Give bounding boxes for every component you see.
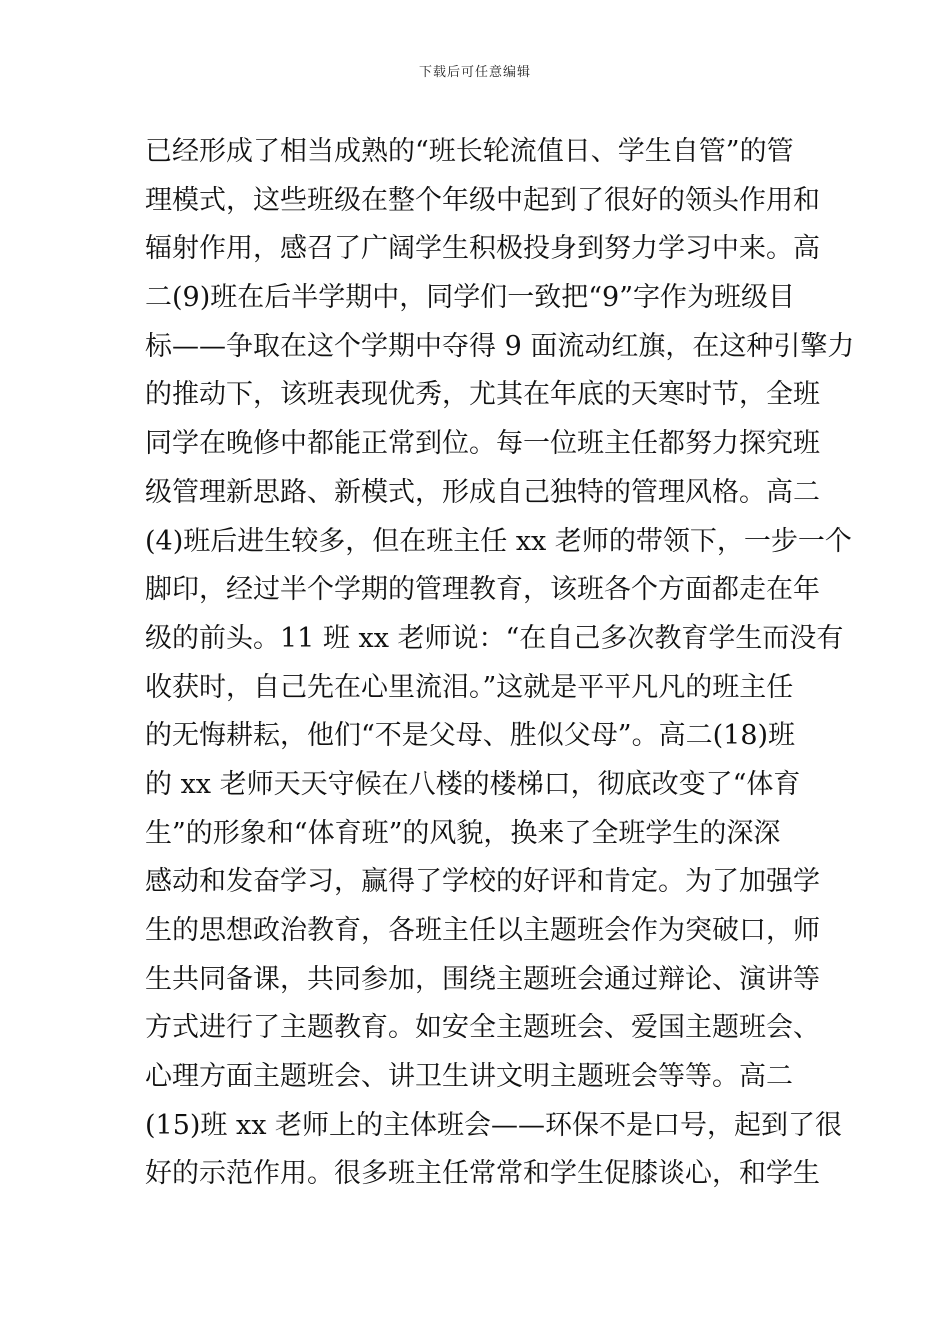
text-line: 生的思想政治教育，各班主任以主题班会作为突破口，师 <box>145 915 820 946</box>
text-line: 脚印，经过半个学期的管理教育，该班各个方面都走在年 <box>145 574 820 606</box>
text-line: 生共同备课，共同参加，围绕主题班会通过辩论、演讲等 <box>145 963 820 995</box>
text-line: 级的前头。11 班 xx 老师说：“在自己多次教育学生而没有 <box>145 622 844 654</box>
text-line: 的推动下，该班表现优秀，尤其在年底的天寒时节，全班 <box>145 379 820 411</box>
page-header: 下载后可任意编辑 <box>418 65 531 80</box>
text-line: 生”的形象和“体育班”的风貌，换来了全班学生的深深 <box>145 817 781 849</box>
text-line: 同学在晚修中都能正常到位。每一位班主任都努力探究班 <box>145 428 820 460</box>
text-line: 感动和发奋学习，赢得了学校的好评和肯定。为了加强学 <box>145 866 820 898</box>
text-line: 辐射作用，感召了广阔学生积极投身到努力学习中来。高 <box>145 233 820 265</box>
text-line: 理模式，这些班级在整个年级中起到了很好的领头作用和 <box>145 184 820 216</box>
text-line: 心理方面主题班会、讲卫生讲文明主题班会等等。高二 <box>145 1061 793 1093</box>
text-line: 方式进行了主题教育。如安全主题班会、爱国主题班会、 <box>145 1012 820 1044</box>
body-text <box>145 128 855 1199</box>
text-line: (4)班后进生较多，但在班主任 xx 老师的带领下，一步一个 <box>145 525 852 557</box>
text-line: 好的示范作用。很多班主任常常和学生促膝谈心，和学生 <box>145 1158 820 1190</box>
text-line: (15)班 xx 老师上的主体班会——环保不是口号，起到了很 <box>145 1109 843 1141</box>
text-line: 的无悔耕耘，他们“不是父母、胜似父母”。高二(18)班 <box>145 720 796 752</box>
text-line: 标——争取在这个学期中夺得 9 面流动红旗，在这种引擎力 <box>145 330 855 362</box>
text-line: 的 xx 老师天天守候在八楼的楼梯口，彻底改变了“体育 <box>145 768 801 800</box>
text-line: 收获时，自己先在心里流泪。”这就是平平凡凡的班主任 <box>145 671 794 703</box>
text-line: 已经形成了相当成熟的“班长轮流值日、学生自管”的管 <box>145 136 794 167</box>
text-line: 二(9)班在后半学期中，同学们一致把“9”字作为班级目 <box>145 282 796 314</box>
text-line: 级管理新思路、新模式，形成自己独特的管理风格。高二 <box>145 476 820 508</box>
